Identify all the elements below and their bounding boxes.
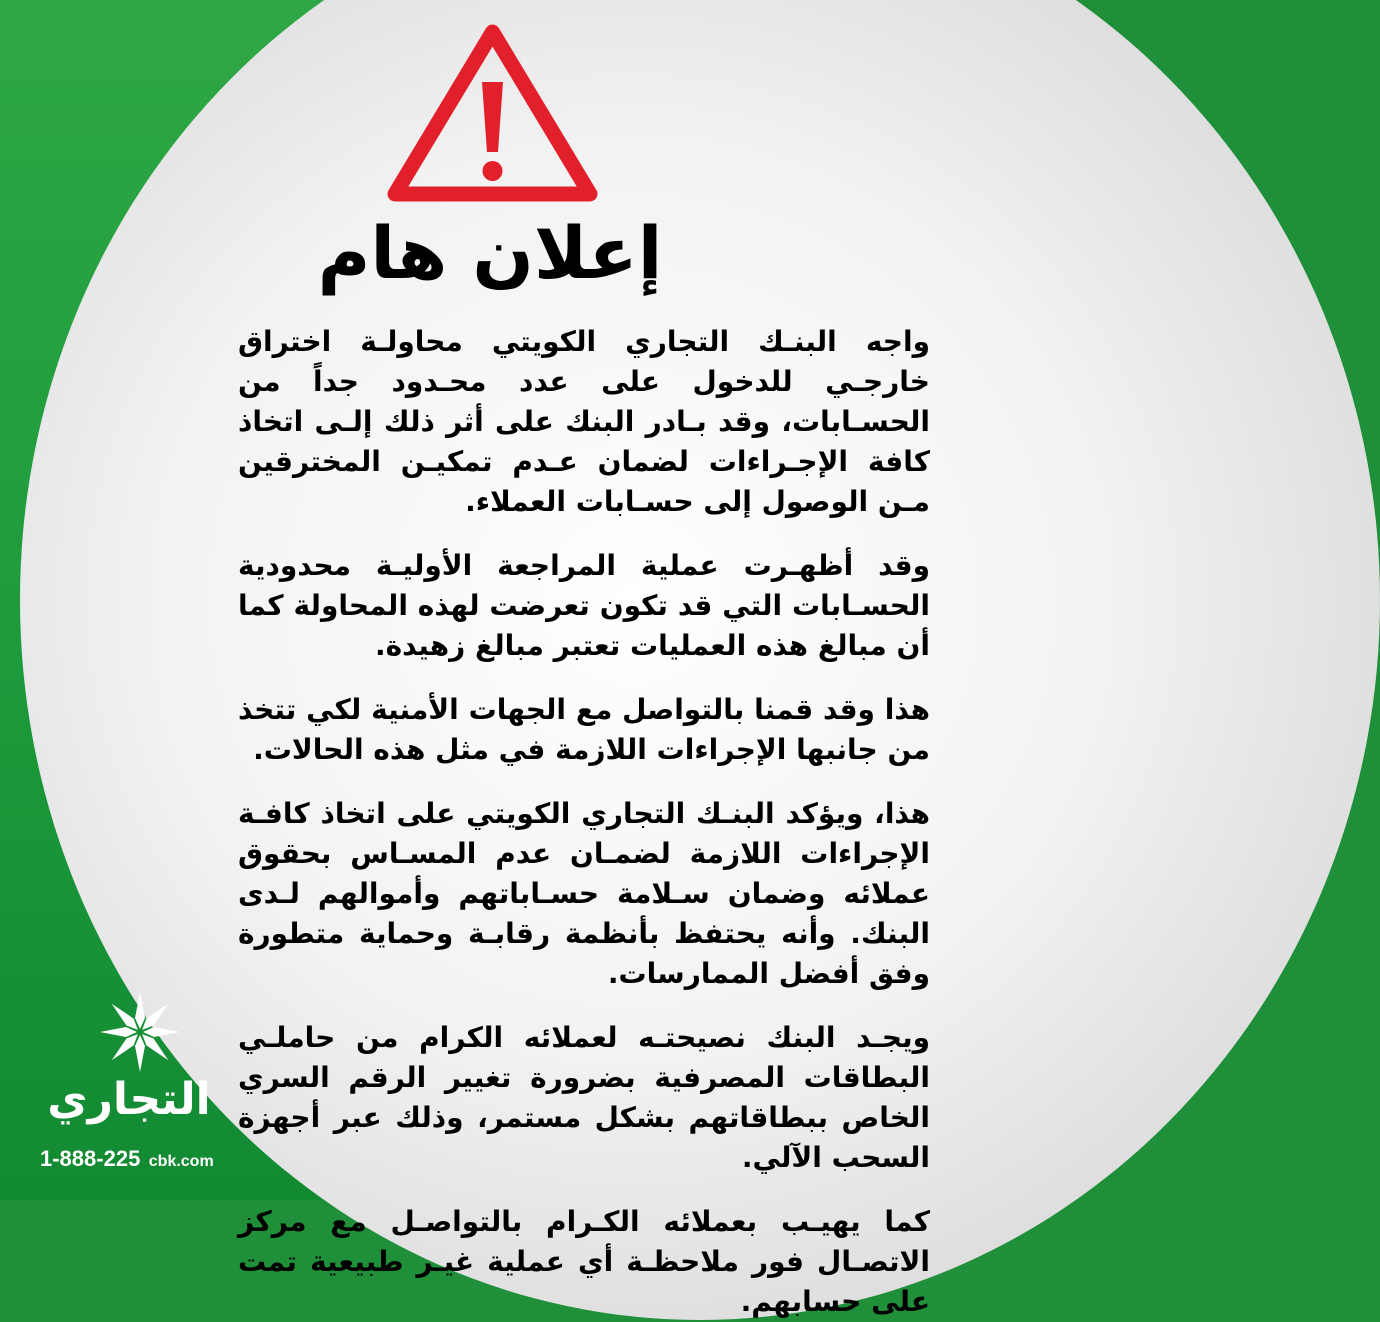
announcement-title: إعلان هام: [317, 211, 663, 295]
paragraph-contact: كما يهيـب بعملائه الكـرام بالتواصـل مع مركز الاتصـال فور ملاحظـة أي عملية غيـر طبيعية تمت على حسابهم.: [238, 1205, 930, 1318]
paragraph-review: وقد أظهـرت عملية المراجعة الأوليـة محدودية الحسـابات التي قد تكون تعرضت لهذه المحاولة كما أن مبالغ هذه العمليات تعتبر مبالغ زهيدة.: [238, 549, 930, 662]
paragraph-authorities: هذا وقد قمنا بالتواصل مع الجهات الأمنية لكي تتخذ من جانبها الإجراءات اللازمة في مثل هذه الحالات.: [238, 693, 930, 766]
brand-contact: [40, 1146, 214, 1172]
brand-name: التجاري: [47, 1074, 211, 1125]
announcement-body: [238, 322, 930, 1322]
brand-phone: 1-888-225: [40, 1146, 141, 1171]
brand-website: cbk.com: [148, 1153, 214, 1170]
star-flower-icon: [98, 990, 182, 1074]
paragraph-pin-advice: ويجـد البنك نصيحتـه لعملائه الكرام من حاملـي البطاقات المصرفية بضرورة تغيير الرقم السري الخاص ببطاقاتهم بشكل مستمر، وذلك عبر أجهزة السحب الآلي.: [238, 1021, 930, 1174]
warning-triangle-icon: [385, 20, 600, 205]
paragraph-breach: واجه البنـك التجاري الكويتي محاولـة اختراق خارجـي للدخول على عدد محـدود جداً من الحسـابات، وقد بـادر البنك على أثر ذلك إلـى اتخاذ كافة الإجـراءات لضمان عـدم تمكيـن المخترقين مـن الوصول إلى حسـابات العملاء.: [238, 325, 930, 518]
cbk-logo: [40, 990, 230, 1180]
paragraph-assurance: هذا، ويؤكد البنـك التجاري الكويتي على اتخاذ كافـة الإجراءات اللازمة لضمـان عدم المسـاس بحقوق عملائه وضمان سـلامة حسـاباتهم وأموالهم لـدى البنك. وأنه يحتفظ بأنظمة رقابـة وحماية متطورة وفق أفضل الممارسات.: [238, 797, 930, 990]
